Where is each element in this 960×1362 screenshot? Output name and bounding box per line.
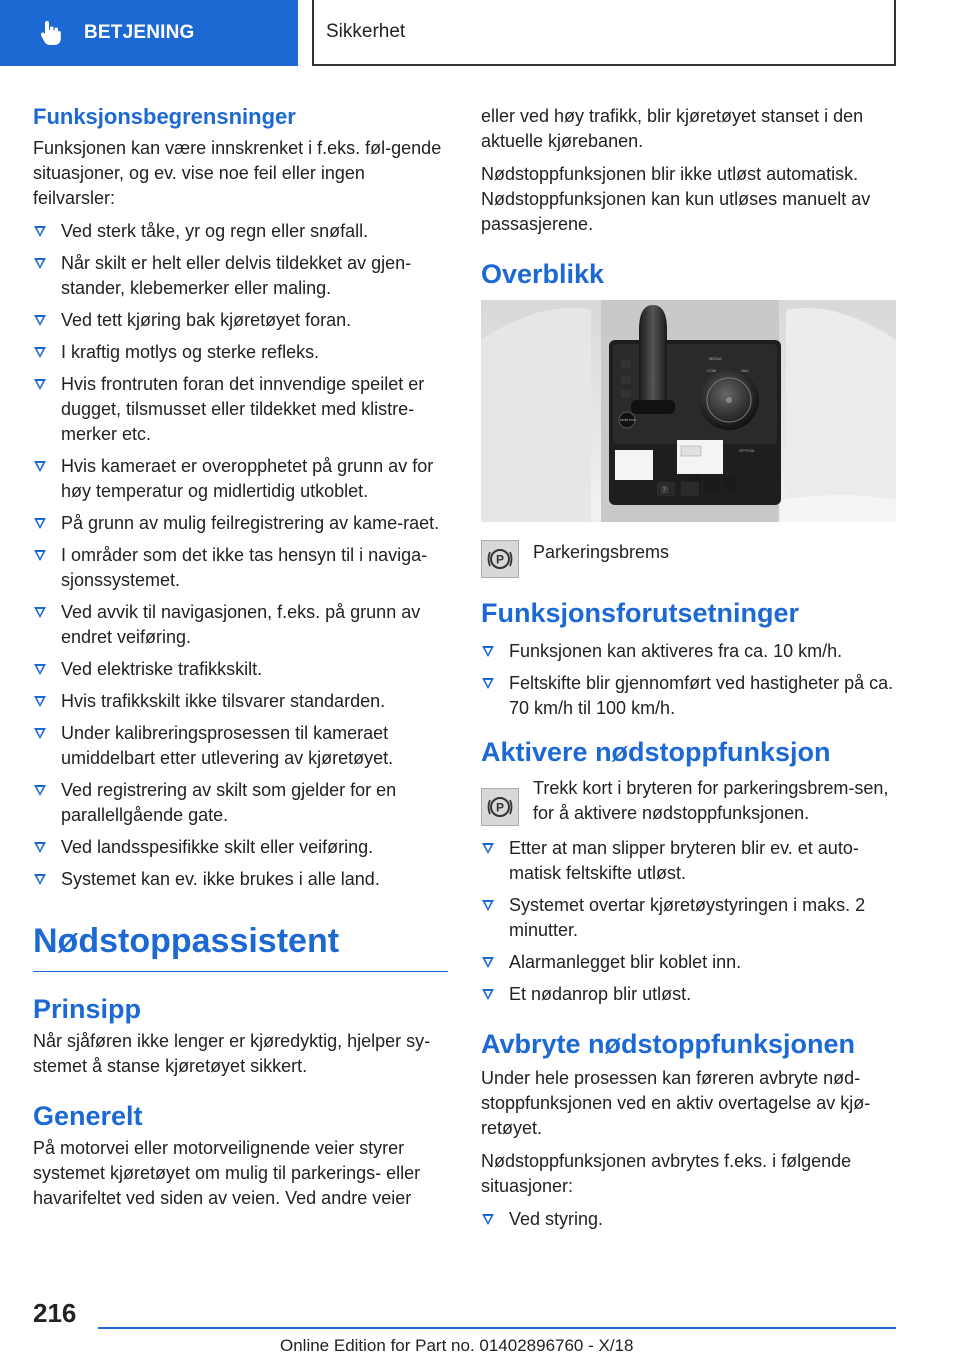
svg-text:P: P [495,800,505,815]
cancel-text-situations: Nødstoppfunksjonen avbrytes f.eks. i følgende situasjoner: [481,1151,852,1196]
list-item-text: Ved elektriske trafikkskilt. [61,659,263,679]
list-item [481,950,896,975]
general-text-auto: Nødstoppfunksjonen blir ikke utløst automatisk. Nødstoppfunksjonen kan kun utløses manuelt av passasjerene. [481,164,871,234]
triangle-bullet-icon [34,550,46,561]
list-item-text: Hvis frontruten foran det innvendige speilet er dugget, tilsmusset eller tildekket med klistre-merker etc. [61,374,425,444]
triangle-bullet-icon [34,258,46,269]
list-item [33,251,448,301]
triangle-bullet-icon [34,664,46,675]
center-console-photo [481,300,896,522]
list-item-text: Ved avvik til navigasjonen, f.eks. på grunn av endret veiføring. [61,602,421,647]
list-item [33,511,448,536]
list-item-text: Ved styring. [509,1209,604,1229]
list-item [33,454,448,504]
chapter-title: Nødstoppassistent [33,922,448,972]
triangle-bullet-icon [34,461,46,472]
triangle-bullet-icon [34,728,46,739]
list-item-text: Systemet kan ev. ikke brukes i alle land. [61,869,380,889]
list-item-text: Et nødanrop blir utløst. [509,984,692,1004]
triangle-bullet-icon [34,785,46,796]
list-item-text: Ved landsspesifikke skilt eller veiføring. [61,837,374,857]
list-item-text: Ved tett kjøring bak kjøretøyet foran. [61,310,352,330]
list-item-text: I kraftig motlys og sterke refleks. [61,342,320,362]
list-item-text: Under kalibreringsprosessen til kameraet umiddelbart etter utlevering av kjøretøyet. [61,723,394,768]
right-column [481,104,896,1240]
cancel-text: Under hele prosessen kan føreren avbryte nød-stoppfunksjonen ved en aktiv overtagelse av kjø-retøyet. [481,1068,871,1138]
left-column [33,100,448,1219]
principle-heading: Prinsipp [33,994,142,1024]
cancel-list [481,1207,896,1232]
list-item-text: Etter at man slipper bryteren blir ev. et auto-matisk feltskifte utløst. [509,838,859,883]
triangle-bullet-icon [34,226,46,237]
list-item [33,778,448,828]
list-item-text: Ved registrering av skilt som gjelder for en parallellgående gate. [61,780,397,825]
list-item [481,893,896,943]
limits-list [33,219,448,892]
list-item [33,543,448,593]
triangle-bullet-icon [34,315,46,326]
parking-brake-icon [481,788,519,826]
parking-brake-icon [481,540,519,578]
list-item-text: Ved sterk tåke, yr og regn eller snøfall. [61,221,369,241]
list-item-text: Funksjonen kan aktiveres fra ca. 10 km/h. [509,641,843,661]
svg-text:P: P [495,552,505,567]
general-text: På motorvei eller motorveilignende veier styrer systemet kjøretøyet om mulig til parkerings- eller havarifeltet ved siden av veien. Ved andre veier [33,1138,421,1208]
general-heading: Generelt [33,1101,143,1131]
list-item [33,340,448,365]
preconditions-list [481,639,896,721]
com-button-label: COM [707,368,717,373]
overview-heading: Overblikk [481,259,605,289]
triangle-bullet-icon [482,957,494,968]
list-item-text: Hvis kameraet er overopphetet på grunn av for høy temperatur og midlertidig utkoblet. [61,456,434,501]
list-item [481,982,896,1007]
activate-list [481,836,896,1007]
start-stop-button-label: START STOP [620,419,636,422]
list-item-text: Alarmanlegget blir koblet inn. [509,952,742,972]
triangle-bullet-icon [34,607,46,618]
footer-edition: Online Edition for Part no. 01402896760 - X/18 [280,1336,634,1355]
svg-text:Ⓟ: Ⓟ [661,486,668,494]
list-item [33,308,448,333]
list-item [33,657,448,682]
list-item [33,219,448,244]
list-item [33,689,448,714]
triangle-bullet-icon [482,900,494,911]
triangle-bullet-icon [482,843,494,854]
principle-text: Når sjåføren ikke lenger er kjøredyktig, hjelper sy-stemet å stanse kjøretøyet sikkert. [33,1031,431,1076]
center-console-illustration [481,300,896,522]
limits-intro: Funksjonen kan være innskrenket i f.eks. føl-gende situasjoner, og ev. vise noe feil eller ingen feilvarsler: [33,138,442,208]
list-item-text: Hvis trafikkskilt ikke tilsvarer standarden. [61,691,386,711]
media-button-label: MEDIA [709,356,722,361]
triangle-bullet-icon [34,379,46,390]
list-item [481,639,896,664]
chapter-tab-betjening[interactable] [0,0,298,66]
triangle-bullet-icon [482,989,494,1000]
footer-divider [98,1327,896,1329]
activate-heading: Aktivere nødstoppfunksjon [481,737,831,767]
page-header [0,0,960,66]
activate-text: Trekk kort i bryteren for parkeringsbrem-sen, for å aktivere nødstoppfunksjonen. [533,778,889,823]
list-item [33,867,448,892]
triangle-bullet-icon [34,696,46,707]
list-item-text: Feltskifte blir gjennomført ved hastigheter på ca. 70 km/h til 100 km/h. [509,673,894,718]
parking-brake-legend [481,540,896,578]
parking-brake-label: Parkeringsbrems [533,542,670,562]
triangle-bullet-icon [34,518,46,529]
list-item [33,372,448,447]
option-button-label: OPTION [739,448,755,453]
list-item-text: Systemet overtar kjøretøystyringen i maks. 2 minutter. [509,895,866,940]
limits-heading: Funksjonsbegrensninger [33,104,296,129]
triangle-bullet-icon [482,646,494,657]
list-item [33,600,448,650]
section-tab[interactable] [312,0,896,66]
nav-button-label: NAV [741,368,749,373]
triangle-bullet-icon [482,1214,494,1225]
general-text-continued: eller ved høy trafikk, blir kjøretøyet stanset i den aktuelle kjørebanen. [481,106,864,151]
triangle-bullet-icon [34,347,46,358]
hand-pointer-icon [36,18,66,48]
list-item [481,671,896,721]
chapter-tab-label: BETJENING [84,22,195,43]
triangle-bullet-icon [34,874,46,885]
list-item [33,721,448,771]
triangle-bullet-icon [34,842,46,853]
list-item-text: Når skilt er helt eller delvis tildekket av gjen-stander, klebemerker eller maling. [61,253,412,298]
preconditions-heading: Funksjonsforutsetninger [481,598,800,628]
activate-instruction [481,776,896,826]
list-item [481,1207,896,1232]
section-tab-label: Sikkerhet [326,21,406,42]
list-item [33,835,448,860]
list-item-text: På grunn av mulig feilregistrering av kame-raet. [61,513,440,533]
list-item [481,836,896,886]
triangle-bullet-icon [482,678,494,689]
page-number: 216 [33,1298,77,1328]
cancel-heading: Avbryte nødstoppfunksjonen [481,1029,856,1059]
list-item-text: I områder som det ikke tas hensyn til i naviga-sjonssystemet. [61,545,428,590]
